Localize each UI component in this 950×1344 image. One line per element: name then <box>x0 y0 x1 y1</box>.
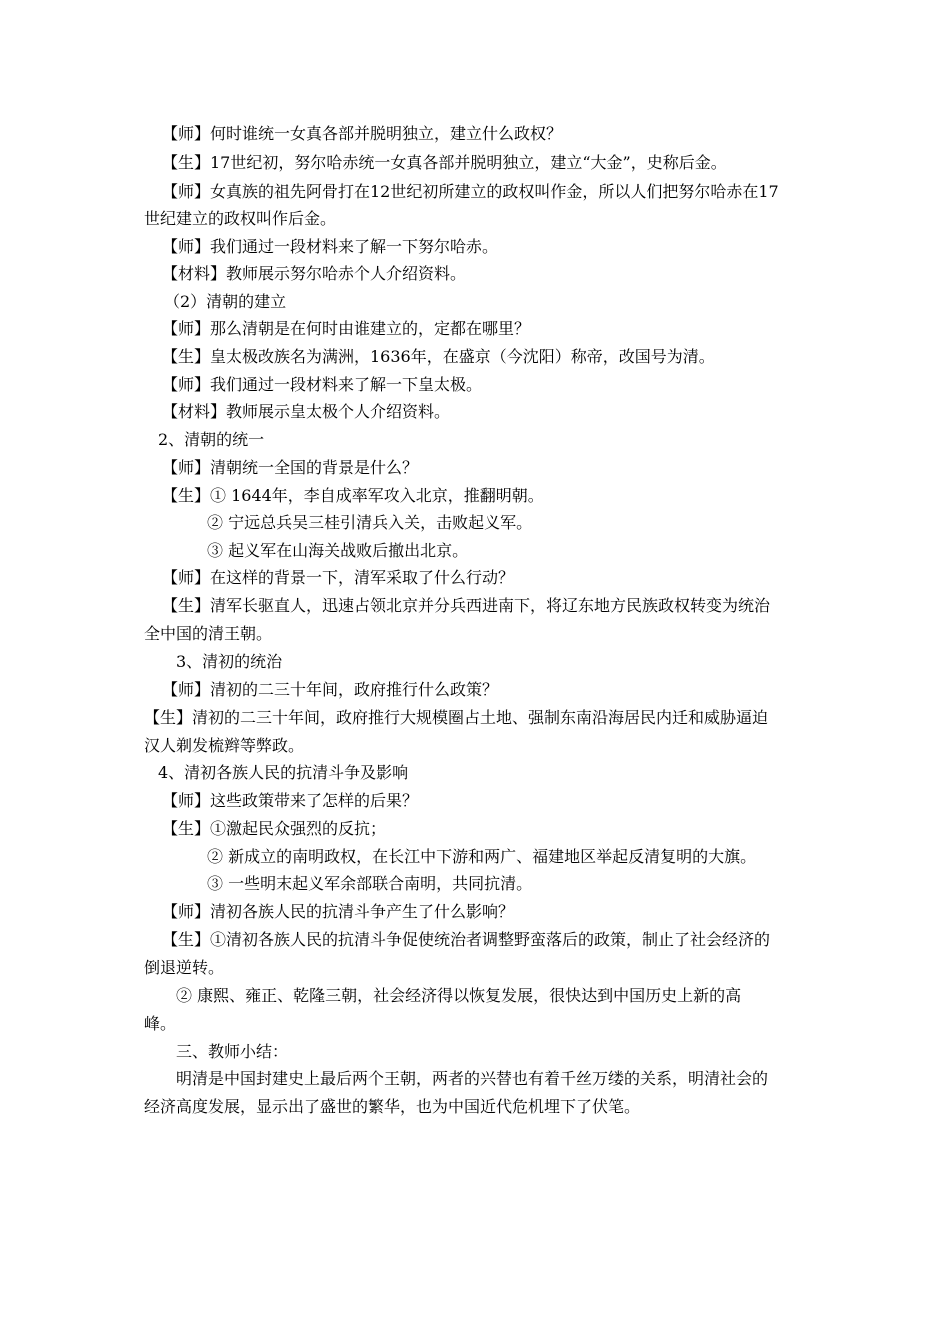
text-line: ③ 一些明末起义军余部联合南明，共同抗清。 <box>207 874 533 893</box>
text-line: ② 新成立的南明政权，在长江中下游和两广、福建地区举起反清复明的大旗。 <box>207 847 757 866</box>
text-line: 【师】清初各族人民的抗清斗争产生了什么影响？ <box>162 902 515 921</box>
text-line: 经济高度发展，显示出了盛世的繁华，也为中国近代危机埋下了伏笔。 <box>144 1097 641 1116</box>
text-line: 【生】清军长驱直人，迅速占领北京并分兵西进南下，将辽东地方民族政权转变为统治 <box>162 596 771 615</box>
text-line: 倒退逆转。 <box>144 958 225 977</box>
section-heading: 三、教师小结： <box>176 1042 289 1061</box>
text-line: 全中国的清王朝。 <box>144 624 273 643</box>
text-line: 【师】清朝统一全国的背景是什么？ <box>162 458 419 477</box>
text-line: 【生】①清初各族人民的抗清斗争促使统治者调整野蛮落后的政策，制止了社会经济的 <box>162 930 771 949</box>
text-line: 【生】①激起民众强烈的反抗； <box>162 819 387 838</box>
text-line: 【师】我们通过一段材料来了解一下努尔哈赤。 <box>162 237 499 256</box>
section-heading: 3、清初的统治 <box>176 652 283 671</box>
text-line: 明清是中国封建史上最后两个王朝，两者的兴替也有着千丝万缕的关系，明清社会的 <box>176 1069 769 1088</box>
section-heading: 4、清初各族人民的抗清斗争及影响 <box>158 763 409 782</box>
text-line: 【材料】教师展示努尔哈赤个人介绍资料。 <box>162 264 467 283</box>
text-line: 【师】我们通过一段材料来了解一下皇太极。 <box>162 375 483 394</box>
text-line: 【材料】教师展示皇太极个人介绍资料。 <box>162 402 451 421</box>
text-line: ③ 起义军在山海关战败后撤出北京。 <box>207 541 469 560</box>
text-line: ② 康熙、雍正、乾隆三朝，社会经济得以恢复发展，很快达到中国历史上新的高 <box>176 986 742 1005</box>
text-line: 【师】清初的二三十年间，政府推行什么政策？ <box>162 680 499 699</box>
text-line: 【生】清初的二三十年间，政府推行大规模圈占土地、强制东南沿海居民内迁和威胁逼迫 <box>144 708 769 727</box>
text-line: 【师】何时谁统一女真各部并脱明独立，建立什么政权？ <box>162 124 563 143</box>
text-line: 【生】17世纪初，努尔哈赤统一女真各部并脱明独立，建立“大金”，史称后金。 <box>162 153 727 172</box>
text-line: 峰。 <box>144 1014 177 1033</box>
text-line: 【师】在这样的背景一下，清军采取了什么行动？ <box>162 568 515 587</box>
text-line: ② 宁远总兵吴三桂引清兵入关，击败起义军。 <box>207 513 533 532</box>
text-line: 【生】① 1644年，李自成率军攻入北京，推翻明朝。 <box>162 486 544 505</box>
section-heading: 2、清朝的统一 <box>158 430 265 449</box>
text-line: 世纪建立的政权叫作后金。 <box>144 209 337 228</box>
text-line: 【生】皇太极改族名为满洲，1636年，在盛京（今沈阳）称帝，改国号为清。 <box>162 347 715 366</box>
text-line: 【师】那么清朝是在何时由谁建立的，定都在哪里？ <box>162 319 531 338</box>
section-heading: （2）清朝的建立 <box>164 292 287 311</box>
text-line: 【师】这些政策带来了怎样的后果？ <box>162 791 419 810</box>
text-line: 【师】女真族的祖先阿骨打在12世纪初所建立的政权叫作金，所以人们把努尔哈赤在17 <box>162 182 779 201</box>
text-line: 汉人剃发梳辫等弊政。 <box>144 736 305 755</box>
